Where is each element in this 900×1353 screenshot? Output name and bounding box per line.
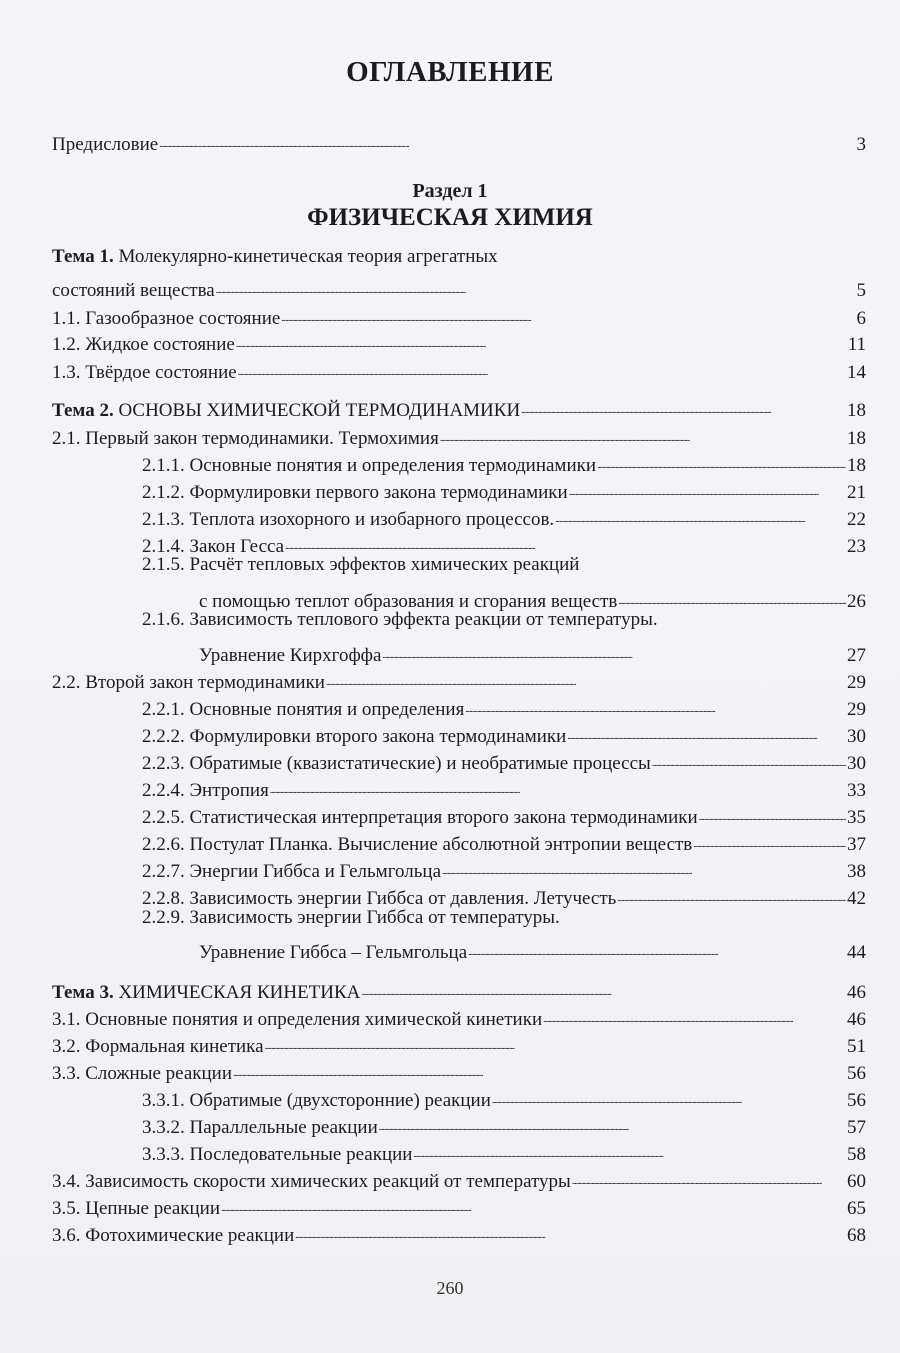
toc-entry[interactable] bbox=[52, 298, 866, 329]
toc-page-number: 30 bbox=[847, 753, 866, 774]
toc-page-number: 37 bbox=[847, 834, 866, 855]
toc-page-number: 6 bbox=[856, 308, 866, 329]
toc-entry-text: 2.2.3. Обратимые (квазистатические) и необратимые процессы bbox=[142, 753, 651, 774]
toc-entry[interactable] bbox=[52, 1215, 866, 1246]
toc-entry[interactable] bbox=[52, 1053, 866, 1084]
toc-entry[interactable] bbox=[142, 824, 866, 855]
toc-entry[interactable] bbox=[52, 1161, 866, 1192]
dot-leader bbox=[699, 797, 846, 823]
toc-entry[interactable] bbox=[142, 472, 866, 503]
dot-leader bbox=[652, 743, 846, 769]
topic-prefix: Тема 1. bbox=[52, 246, 114, 267]
dot-leader bbox=[465, 689, 846, 715]
dot-leader bbox=[567, 716, 846, 742]
topic-1-heading[interactable] bbox=[52, 244, 498, 270]
toc-entry-text: 3.3.1. Обратимые (двухсторонние) реакции bbox=[142, 1090, 491, 1111]
toc-entry-text: 2.2.8. Зависимость энергии Гиббса от давления. Летучесть bbox=[142, 888, 617, 909]
dot-leader bbox=[236, 324, 847, 350]
dot-leader bbox=[543, 999, 846, 1025]
toc-entry-preface[interactable] bbox=[52, 124, 866, 155]
dot-leader bbox=[492, 1080, 846, 1106]
toc-entry-text: 3.3. Сложные реакции bbox=[52, 1063, 233, 1084]
toc-entry[interactable] bbox=[199, 581, 866, 612]
toc-entry-text: 3.3.3. Последовательные реакции bbox=[142, 1144, 413, 1165]
toc-entry[interactable] bbox=[142, 1134, 866, 1165]
toc-page-number: 51 bbox=[847, 1036, 866, 1057]
toc-entry-text: 2.2.2. Формулировки второго закона термодинамики bbox=[142, 726, 567, 747]
toc-entry-text: 3.4. Зависимость скорости химических реакций от температуры bbox=[52, 1171, 571, 1192]
dot-leader bbox=[285, 526, 846, 552]
toc-page-number: 58 bbox=[847, 1144, 866, 1165]
toc-entry-topic-2[interactable] bbox=[52, 390, 866, 421]
toc-page-number: 56 bbox=[847, 1090, 866, 1111]
toc-entry[interactable] bbox=[52, 999, 866, 1030]
toc-page-number: 57 bbox=[847, 1117, 866, 1138]
dot-leader bbox=[295, 1215, 846, 1241]
dot-leader bbox=[597, 445, 846, 471]
toc-entry[interactable] bbox=[142, 878, 866, 909]
toc-page-number: 46 bbox=[847, 982, 866, 1003]
toc-entry[interactable] bbox=[52, 1026, 866, 1057]
dot-leader bbox=[221, 1188, 846, 1214]
toc-page-number: 21 bbox=[847, 482, 866, 503]
toc-page-number: 65 bbox=[847, 1198, 866, 1219]
page-number: 260 bbox=[436, 1278, 464, 1298]
toc-entry-line1[interactable]: 2.2.9. Зависимость энергии Гиббса от температуры. bbox=[142, 907, 560, 928]
toc-entry-text: 2.2. Второй закон термодинамики bbox=[52, 672, 325, 693]
toc-page-number: 30 bbox=[847, 726, 866, 747]
toc-entry[interactable] bbox=[142, 851, 866, 882]
toc-entry-text: 1.3. Твёрдое состояние bbox=[52, 362, 237, 383]
toc-entry[interactable] bbox=[142, 499, 866, 530]
toc-entry-text: 2.1.3. Теплота изохорного и изобарного процессов. bbox=[142, 509, 555, 530]
toc-page-number: 29 bbox=[847, 672, 866, 693]
dot-leader bbox=[555, 499, 846, 525]
toc-entry[interactable] bbox=[52, 662, 866, 693]
dot-leader bbox=[413, 1134, 846, 1160]
dot-leader bbox=[693, 824, 846, 850]
toc-entry-topic-3[interactable] bbox=[52, 972, 866, 1003]
toc-page-number: 18 bbox=[847, 428, 866, 449]
toc-page-number: 23 bbox=[847, 536, 866, 557]
toc-entry[interactable] bbox=[142, 716, 866, 747]
toc-entry-text: 2.1.1. Основные понятия и определения термодинамики bbox=[142, 455, 597, 476]
toc-page-number: 35 bbox=[847, 807, 866, 828]
toc-entry[interactable] bbox=[142, 445, 866, 476]
toc-page-number: 18 bbox=[847, 455, 866, 476]
section-label: Раздел 1 bbox=[412, 180, 488, 202]
toc-entry-text: 3.2. Формальная кинетика bbox=[52, 1036, 264, 1057]
toc-entry[interactable] bbox=[142, 526, 866, 557]
dot-leader bbox=[270, 770, 846, 796]
toc-page-number: 56 bbox=[847, 1063, 866, 1084]
toc-page-number: 38 bbox=[847, 861, 866, 882]
dot-leader bbox=[361, 972, 846, 998]
toc-entry[interactable] bbox=[142, 743, 866, 774]
toc-page-number: 5 bbox=[856, 280, 866, 301]
toc-page-number: 22 bbox=[847, 509, 866, 530]
toc-entry[interactable] bbox=[199, 635, 866, 666]
toc-entry-text: 2.1.4. Закон Гесса bbox=[142, 536, 285, 557]
toc-page-number: 60 bbox=[847, 1171, 866, 1192]
page-title: ОГЛАВЛЕНИЕ bbox=[346, 56, 554, 88]
dot-leader bbox=[379, 1107, 846, 1133]
toc-page-number: 46 bbox=[847, 1009, 866, 1030]
toc-entry-text: Предисловие bbox=[52, 134, 159, 155]
toc-page-number: 68 bbox=[847, 1225, 866, 1246]
toc-entry[interactable] bbox=[142, 770, 866, 801]
toc-entry-text: 1.2. Жидкое состояние bbox=[52, 334, 235, 355]
toc-entry[interactable] bbox=[142, 1107, 866, 1138]
toc-entry-text: 3.3.2. Параллельные реакции bbox=[142, 1117, 378, 1138]
toc-page-number: 27 bbox=[847, 645, 866, 666]
dot-leader bbox=[440, 418, 846, 444]
section-title: ФИЗИЧЕСКАЯ ХИМИЯ bbox=[307, 204, 593, 231]
topic-prefix: Тема 3. bbox=[52, 982, 114, 1003]
toc-entry-text: 3.1. Основные понятия и определения химической кинетики bbox=[52, 1009, 543, 1030]
toc-page-number: 14 bbox=[847, 362, 866, 383]
dot-leader bbox=[617, 878, 846, 904]
toc-entry-line1[interactable]: 2.1.6. Зависимость теплового эффекта реакции от температуры. bbox=[142, 609, 658, 630]
toc-entry[interactable] bbox=[52, 1188, 866, 1219]
toc-page-number: 26 bbox=[847, 591, 866, 612]
dot-leader bbox=[233, 1053, 846, 1079]
toc-entry-topic-1[interactable] bbox=[52, 270, 866, 301]
toc-entry[interactable] bbox=[52, 352, 866, 383]
toc-entry-text: 2.2.6. Постулат Планка. Вычисление абсолютной энтропии веществ bbox=[142, 834, 693, 855]
dot-leader bbox=[265, 1026, 846, 1052]
toc-page-number: 29 bbox=[847, 699, 866, 720]
toc-entry-text: 3.6. Фотохимические реакции bbox=[52, 1225, 295, 1246]
toc-entry-text: 2.1.2. Формулировки первого закона термодинамики bbox=[142, 482, 568, 503]
dot-leader bbox=[281, 298, 853, 324]
dot-leader bbox=[382, 635, 846, 661]
topic-title-line1: Молекулярно-кинетическая теория агрегатных bbox=[113, 246, 498, 267]
toc-entry-text: Уравнение Кирхгоффа bbox=[199, 645, 382, 666]
toc-page-number: 11 bbox=[847, 334, 866, 355]
toc-entry[interactable] bbox=[52, 418, 866, 449]
toc-page-number: 42 bbox=[847, 888, 866, 909]
dot-leader bbox=[216, 270, 853, 296]
dot-leader bbox=[468, 932, 846, 958]
dot-leader bbox=[238, 352, 846, 378]
dot-leader bbox=[326, 662, 846, 688]
toc-page-number: 3 bbox=[856, 134, 866, 155]
dot-leader bbox=[159, 124, 853, 150]
toc-entry-line1[interactable]: 2.1.5. Расчёт тепловых эффектов химических реакций bbox=[142, 554, 580, 575]
toc-entry-text: 2.2.1. Основные понятия и определения bbox=[142, 699, 465, 720]
toc-entry[interactable] bbox=[199, 932, 866, 963]
dot-leader bbox=[442, 851, 846, 877]
topic-title: ХИМИЧЕСКАЯ КИНЕТИКА bbox=[113, 982, 361, 1003]
toc-page-number: 18 bbox=[847, 400, 866, 421]
toc-entry-text: 2.2.7. Энергии Гиббса и Гельмгольца bbox=[142, 861, 442, 882]
toc-entry[interactable] bbox=[142, 797, 866, 828]
dot-leader bbox=[569, 472, 846, 498]
dot-leader bbox=[521, 390, 846, 416]
toc-entry-text: Уравнение Гиббса – Гельмгольца bbox=[199, 942, 468, 963]
toc-entry-text: 2.1. Первый закон термодинамики. Термохимия bbox=[52, 428, 439, 449]
toc-entry-text: с помощью теплот образования и сгорания веществ bbox=[199, 591, 618, 612]
toc-entry[interactable] bbox=[142, 689, 866, 720]
topic-title-line2: состояний вещества bbox=[52, 280, 215, 301]
topic-title: ОСНОВЫ ХИМИЧЕСКОЙ ТЕРМОДИНАМИКИ bbox=[113, 400, 521, 421]
dot-leader bbox=[618, 581, 846, 607]
dot-leader bbox=[572, 1161, 846, 1187]
toc-page-number: 44 bbox=[847, 942, 866, 963]
toc-entry-text: 1.1. Газообразное состояние bbox=[52, 308, 281, 329]
topic-prefix: Тема 2. bbox=[52, 400, 114, 421]
toc-entry[interactable] bbox=[142, 1080, 866, 1111]
toc-entry-text: 2.2.5. Статистическая интерпретация второго закона термодинамики bbox=[142, 807, 698, 828]
toc-entry-text: 2.2.4. Энтропия bbox=[142, 780, 269, 801]
toc-page-number: 33 bbox=[847, 780, 866, 801]
toc-entry-text: 3.5. Цепные реакции bbox=[52, 1198, 221, 1219]
toc-entry[interactable] bbox=[52, 324, 866, 355]
